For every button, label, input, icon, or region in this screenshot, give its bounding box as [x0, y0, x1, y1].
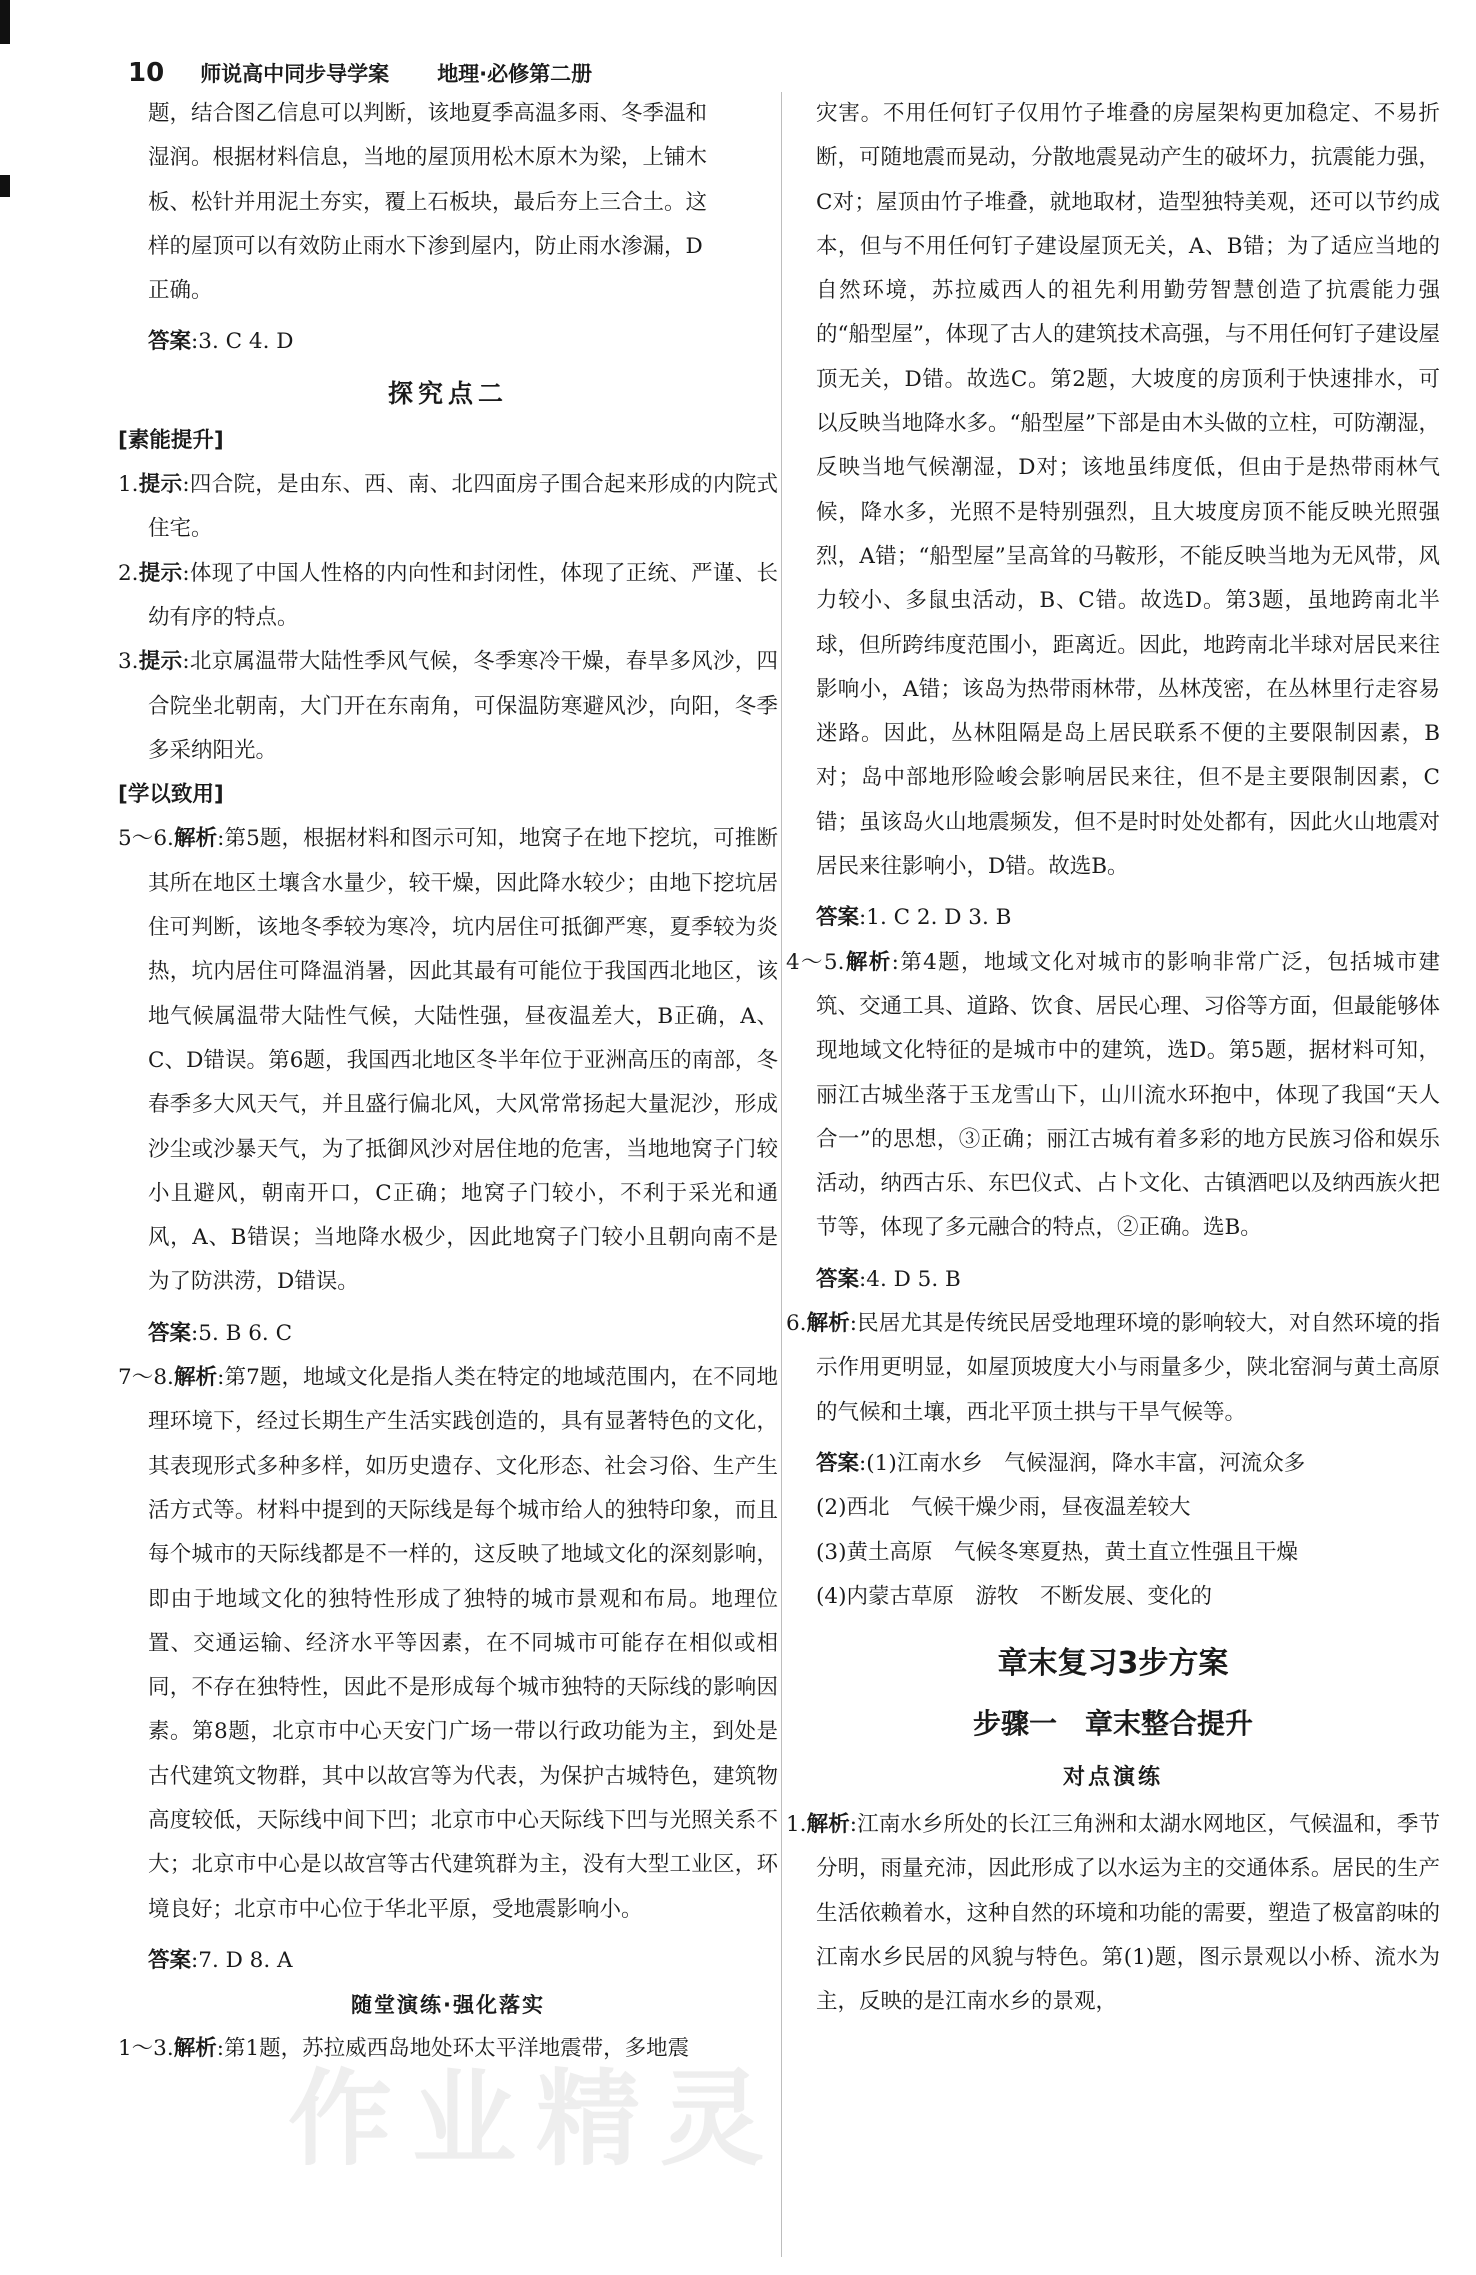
intro-line: 湿润。根据材料信息，当地的屋顶用松木原木为梁，上铺木 [148, 145, 708, 171]
running-header [128, 58, 592, 88]
analysis-5-6: 5～6.解析:第5题，根据材料和图示可知，地窝子在地下挖坑，可推断其所在地区土壤含水量少，较干燥，因此降水较少；由地下挖坑居住可判断，该地冬季较为寒冷，坑内居住可抵御严寒，夏季较为炎热，坑内居住可降温消暑，因此其最有可能位于我国西北地区，该地气候属温带大陆性气候，大陆性强，昼夜温差大，B正确，A、C、D错误。第6题，我国西北地区冬半年位于亚洲高压的南部，冬春季多大风天气，并且盛行偏北风，大风常常扬起大量泥沙，形成沙尘或沙暴天气，为了抵御风沙对居住地的危害，当地地窝子门较小且避风，朝南开口，C正确；地窝子门较小，不利于采光和通风，A、B错误；当地降水极少，因此地窝子门较小且朝向南不是为了防洪涝，D错误。 [118, 826, 778, 1295]
answer-4-5: 答案:4. D 5. B [816, 1266, 961, 1292]
practice-heading: 对点演练 [1062, 1765, 1163, 1791]
left-column [118, 92, 778, 2072]
answer-3-4: 答案:3. C 4. D [148, 329, 294, 355]
column-divider [781, 92, 782, 2257]
analysis-4-5: 4～5.解析:第4题，地域文化对城市的影响非常广泛，包括城市建筑、交通工具、道路、饮食、居民心理、习俗等方面，但最能够体现地域文化特征的是城市中的建筑，选D。第5题，据材料可知，丽江古城坐落于玉龙雪山下，山川流水环抱中，体现了我国“天人合一”的思想，③正确；丽江古城有着多彩的地方民族习俗和娱乐活动，纳西古乐、东巴仪式、占卜文化、古镇酒吧以及纳西族火把节等，体现了多元融合的特点，②正确。选B。 [786, 949, 1440, 1241]
tip-item: 1.提示:四合院，是由东、西、南、北四面房子围合起来形成的内院式住宅。 [118, 472, 778, 542]
page-number: 10 [128, 58, 165, 88]
answer-6-line: (3)黄土高原 气候冬寒夏热，黄土直立性强且干燥 [816, 1539, 1298, 1565]
suneng-heading: [素能提升] [118, 427, 224, 453]
step-one-title: 步骤一 章末整合提升 [972, 1707, 1253, 1741]
intro-line: 正确。 [148, 278, 213, 304]
analysis-1-3-continued: 灾害。不用任何钉子仅用竹子堆叠的房屋架构更加稳定、不易折断，可随地震而晃动，分散地震晃动产生的破坏力，抗震能力强，C对；屋顶由竹子堆叠，就地取材，造型独特美观，还可以节约成本，但与不用任何钉子建设屋顶无关，A、B错；为了适应当地的自然环境，苏拉威西人的祖先利用勤劳智慧创造了抗震能力强的“船型屋”，体现了古人的建筑技术高强，与不用任何钉子建设屋顶无关，D错。故选C。第2题，大坡度的房顶利于快速排水，可以反映当地降水多。“船型屋”下部是由木头做的立柱，可防潮湿，反映当地气候潮湿，D对；该地虽纬度低，但由于是热带雨林气候，降水多，光照不是特别强烈，且大坡度房顶不能反映光照强烈，A错；“船型屋”呈高耸的马鞍形，不能反映当地为无风带，风力较小、多鼠虫活动，B、C错。故选D。第3题，虽地跨南北半球，但所跨纬度范围小，距离近。因此，地跨南北半球对居民来往影响小，A错；该岛为热带雨林带，丛林茂密，在丛林里行走容易迷路。因此，丛林阻隔是岛上居民联系不便的主要限制因素，B对；岛中部地形险峻会影响居民来往，但不是主要限制因素，C错；虽该岛火山地震频发，但不是时时处处都有，因此火山地震对居民来往影响小，D错。故选B。 [816, 101, 1440, 880]
watermark-text: 作业精灵 [288, 2058, 785, 2180]
chapter-review-title: 章末复习3步方案 [997, 1646, 1229, 1682]
analysis-1: 1.解析:江南水乡所处的长江三角洲和太湖水网地区，气候温和，季节分明，雨量充沛，因此形成了以水运为主的交通体系。居民的生产生活依赖着水，这种自然的环境和功能的需要，塑造了极富韵味的江南水乡民居的风貌与特色。第(1)题，图示景观以小桥、流水为主，反映的是江南水乡的景观， [786, 1812, 1440, 2015]
book-title: 师说高中同步导学案 [200, 62, 390, 86]
intro-line: 板、松针并用泥土夯实，覆上石板块，最后夯上三合土。这 [148, 189, 708, 215]
analysis-1-3: 1～3.解析:第1题，苏拉威西岛地处环太平洋地震带，多地震 [118, 2036, 690, 2062]
xueyi-heading: [学以致用] [118, 782, 224, 808]
intro-line: 样的屋顶可以有效防止雨水下渗到屋内，防止雨水渗漏，D [148, 233, 703, 259]
answer-6-line: (2)西北 气候干燥少雨，昼夜温差较大 [816, 1495, 1191, 1521]
page-edge-mark-mid [0, 175, 10, 197]
subject-title: 地理·必修第二册 [437, 62, 593, 86]
answer-5-6: 答案:5. B 6. C [148, 1320, 293, 1346]
answer-6-line: (4)内蒙古草原 游牧 不断发展、变化的 [816, 1583, 1212, 1609]
answer-1-3: 答案:1. C 2. D 3. B [816, 905, 1012, 931]
page-edge-mark-top [0, 0, 10, 44]
tip-item: 3.提示:北京属温带大陆性季风气候，冬季寒冷干燥，春旱多风沙，四合院坐北朝南，大门开在东南角，可保温防寒避风沙，向阳，冬季多采纳阳光。 [118, 649, 778, 763]
right-column [786, 92, 1440, 2025]
tip-item: 2.提示:体现了中国人性格的内向性和封闭性，体现了正统、严谨、长幼有序的特点。 [118, 560, 778, 630]
analysis-6: 6.解析:民居尤其是传统民居受地理环境的影响较大，对自然环境的指示作用更明显，如屋顶坡度大小与雨量多少，陕北窑洞与黄土高原的气候和土壤，西北平顶土拱与干旱气候等。 [786, 1311, 1440, 1425]
analysis-7-8: 7～8.解析:第7题，地域文化是指人类在特定的地域范围内，在不同地理环境下，经过长期生产生活实践创造的，具有显著特色的文化，其表现形式多种多样，如历史遗存、文化形态、社会习俗、生产生活方式等。材料中提到的天际线是每个城市给人的独特印象，而且每个城市的天际线都是不一样的，这反映了地域文化的深刻影响，即由于地域文化的独特性形成了独特的城市景观和布局。地理位置、交通运输、经济水平等因素，在不同城市可能存在相似或相同，不存在独特性，因此不是形成每个城市独特的天际线的影响因素。第8题，北京市中心天安门广场一带以行政功能为主，到处是古代建筑文物群，其中以故宫等为代表，为保护古城特色，建筑物高度较低，天际线中间下凹；北京市中心天际线下凹与光照关系不大；北京市中心是以故宫等古代建筑群为主，没有大型工业区，环境良好；北京市中心位于华北平原，受地震影响小。 [118, 1365, 778, 1922]
intro-line: 题，结合图乙信息可以判断，该地夏季高温多雨、冬季温和 [148, 101, 708, 126]
answer-6: 答案:(1)江南水乡 气候湿润，降水丰富，河流众多 [816, 1450, 1306, 1476]
probe-section-title: 探究点二 [387, 378, 508, 408]
answer-7-8: 答案:7. D 8. A [148, 1947, 293, 1973]
class-practice-title: 随堂演练·强化落实 [351, 1993, 545, 2018]
